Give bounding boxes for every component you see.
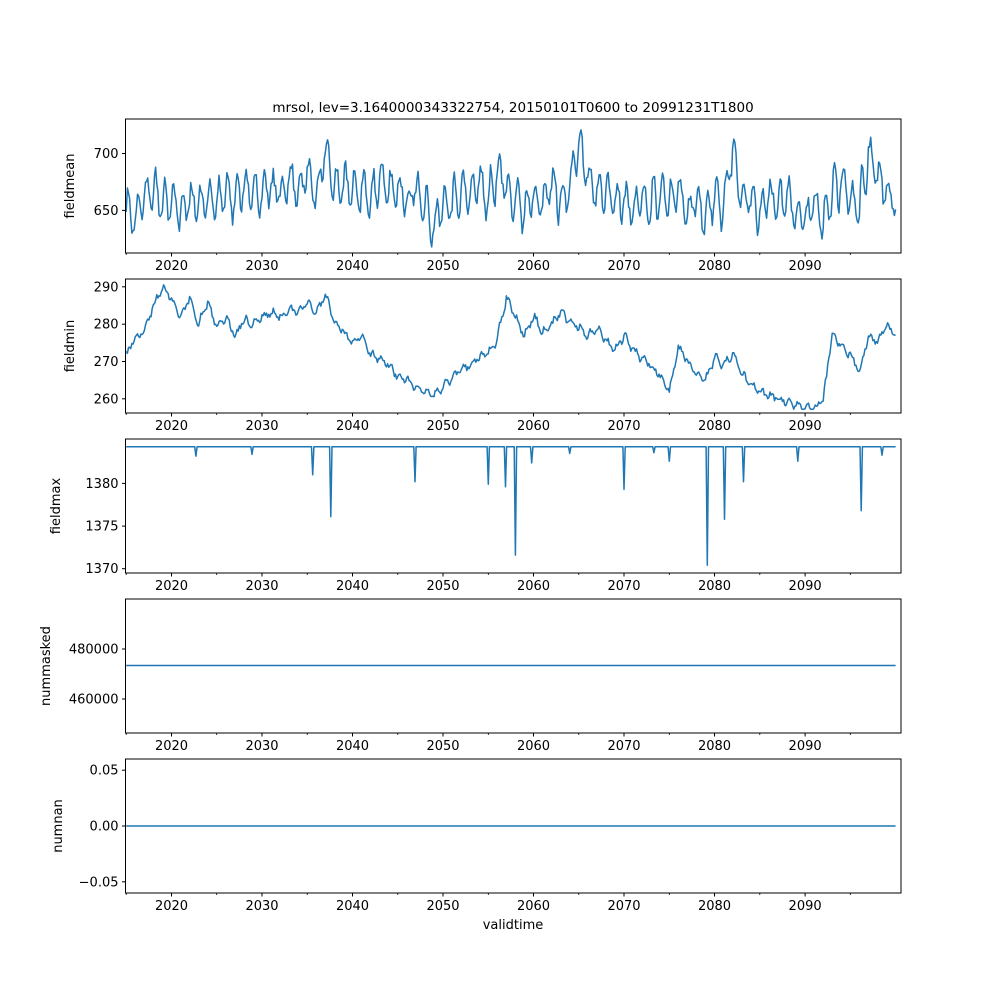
x-tick-label: 2040 <box>335 899 370 914</box>
x-tick-label: 2070 <box>607 419 641 434</box>
x-tick-label: 2020 <box>154 419 189 434</box>
x-tick-label: 2040 <box>335 739 370 754</box>
axes-border <box>126 279 902 413</box>
y-tick-label: 280 <box>93 317 119 333</box>
x-tick-label: 2090 <box>788 419 822 434</box>
y-axis-label-nummasked: nummasked <box>39 626 54 706</box>
x-tick-label: 2050 <box>426 899 460 914</box>
x-axis-label: validtime <box>482 918 544 933</box>
x-tick-label: 2040 <box>335 259 370 274</box>
x-tick-label: 2030 <box>245 899 279 914</box>
x-tick-label: 2090 <box>788 259 822 274</box>
y-axis-label-fieldmean: fieldmean <box>63 153 78 219</box>
x-tick-label: 2080 <box>697 259 732 274</box>
x-tick-label: 2030 <box>245 259 279 274</box>
x-tick-label: 2030 <box>245 419 279 434</box>
x-tick-label: 2080 <box>697 739 732 754</box>
x-tick-label: 2030 <box>245 579 279 594</box>
x-tick-label: 2060 <box>516 739 551 754</box>
x-tick-label: 2040 <box>335 579 370 594</box>
data-line-fieldmean <box>126 130 895 247</box>
y-axis-label-fieldmin: fieldmin <box>63 319 78 373</box>
x-tick-label: 2020 <box>154 259 189 274</box>
x-tick-label: 2060 <box>516 579 551 594</box>
subplots <box>39 119 901 914</box>
y-tick-label: 1375 <box>85 519 119 535</box>
y-axis-label-numnan: numnan <box>51 799 66 853</box>
x-tick-label: 2020 <box>154 739 189 754</box>
y-tick-label: 270 <box>93 355 119 370</box>
y-tick-label: 700 <box>93 147 119 162</box>
y-tick-label: −0.05 <box>78 875 119 891</box>
x-tick-label: 2050 <box>426 739 460 754</box>
y-tick-label: 0.00 <box>89 819 119 835</box>
x-tick-label: 2020 <box>154 899 189 914</box>
y-tick-label: 1380 <box>85 476 119 492</box>
x-tick-label: 2090 <box>788 739 822 754</box>
x-tick-label: 2060 <box>516 259 551 274</box>
x-tick-label: 2050 <box>426 259 460 274</box>
y-tick-label: 650 <box>93 203 119 219</box>
x-tick-label: 2020 <box>154 579 189 594</box>
figure-title: mrsol, lev=3.1640000343322754, 20150101T0600 to 20991231T1800 <box>272 100 754 116</box>
subplot-fieldmin <box>63 279 901 434</box>
y-tick-label: 0.05 <box>89 763 119 779</box>
y-tick-label: 480000 <box>68 642 119 658</box>
x-tick-label: 2080 <box>697 579 732 594</box>
y-axis-label-fieldmax: fieldmax <box>49 477 64 535</box>
y-tick-label: 260 <box>93 392 119 408</box>
y-tick-label: 1370 <box>85 562 119 578</box>
x-tick-label: 2060 <box>516 899 551 914</box>
x-tick-label: 2060 <box>516 419 551 434</box>
subplot-nummasked <box>39 599 901 754</box>
axes-border <box>126 119 902 253</box>
data-line-fieldmin <box>126 285 895 409</box>
x-tick-label: 2070 <box>607 579 641 594</box>
x-tick-label: 2080 <box>697 899 732 914</box>
x-tick-label: 2030 <box>245 739 279 754</box>
subplot-fieldmax <box>49 439 901 594</box>
x-tick-label: 2070 <box>607 739 641 754</box>
axes-border <box>126 439 902 573</box>
x-tick-label: 2080 <box>697 419 732 434</box>
x-tick-label: 2090 <box>788 899 822 914</box>
y-tick-label: 460000 <box>68 692 119 708</box>
x-tick-label: 2070 <box>607 259 641 274</box>
data-line-fieldmax <box>126 447 895 566</box>
subplot-fieldmean <box>63 119 901 274</box>
y-tick-label: 290 <box>93 280 119 296</box>
subplot-numnan <box>51 759 901 914</box>
x-tick-label: 2040 <box>335 419 370 434</box>
x-tick-label: 2050 <box>426 419 460 434</box>
x-tick-label: 2090 <box>788 579 822 594</box>
x-tick-label: 2050 <box>426 579 460 594</box>
x-tick-label: 2070 <box>607 899 641 914</box>
